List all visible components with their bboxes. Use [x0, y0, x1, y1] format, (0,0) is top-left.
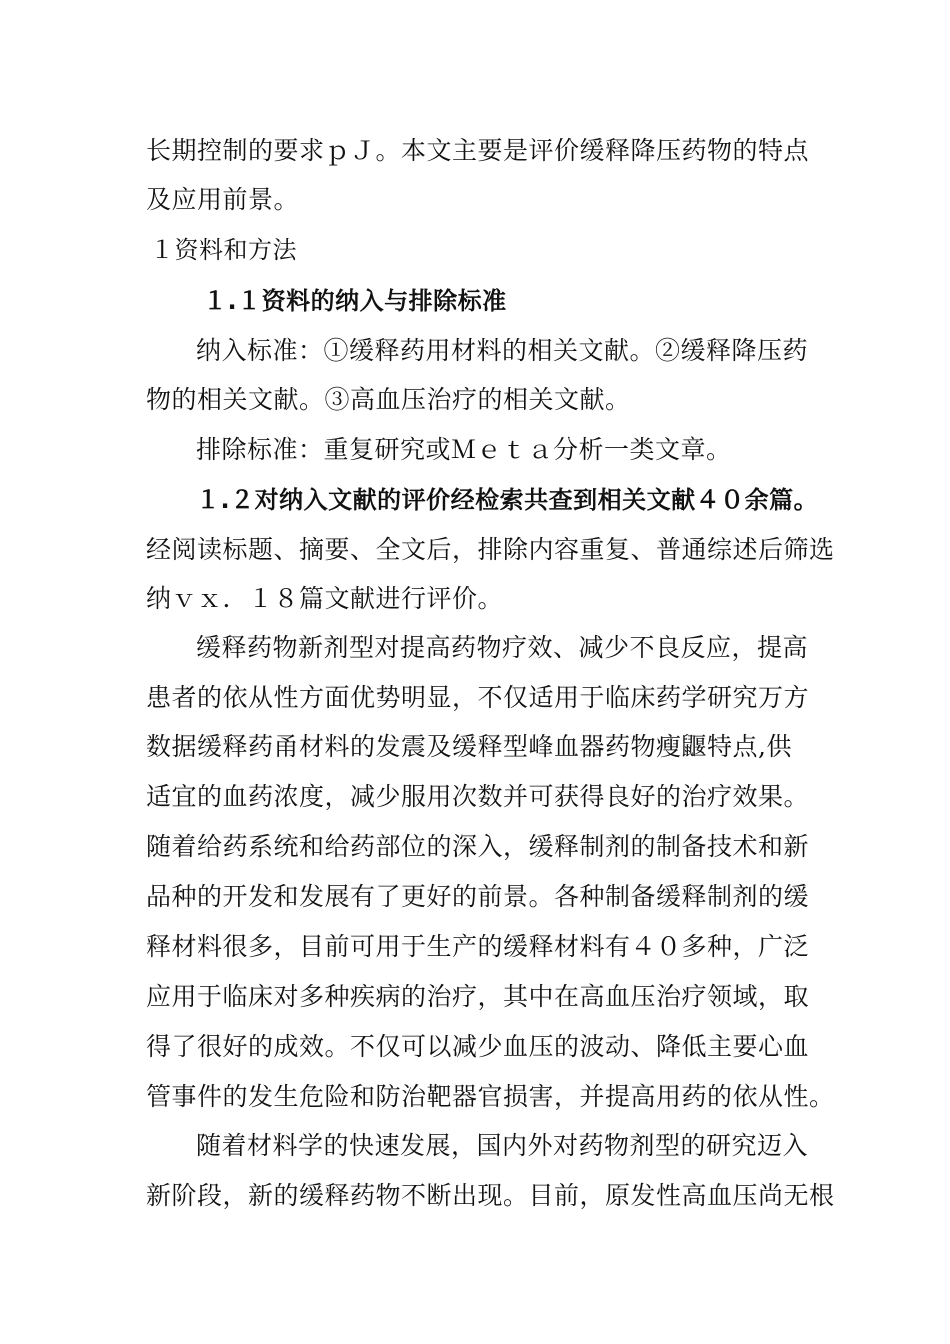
paragraph-line: 随着给药系统和给药部位的深入，缓释制剂的制备技术和新: [146, 832, 810, 861]
paragraph-line: 管事件的发生危险和防治靶器官损害，并提高用药的依从性。: [146, 1082, 835, 1111]
paragraph-line: 新阶段，新的缓释药物不断出现。目前，原发性高血压尚无根: [146, 1181, 835, 1210]
exclusion-line: 排除标准：重复研究或Ｍｅｔａ分析一类文章。: [196, 435, 732, 464]
inclusion-line-1: 纳入标准：①缓释药用材料的相关文献。②缓释降压药: [196, 336, 809, 365]
paragraph-line: 缓释药物新剂型对提高药物疗效、减少不良反应，提高: [196, 633, 809, 662]
paragraph-line: 适宜的血药浓度，减少服用次数并可获得良好的治疗效果。: [146, 782, 810, 811]
inclusion-line-2: 物的相关文献。③高血压治疗的相关文献。: [146, 385, 631, 414]
section-heading: １资料和方法: [150, 236, 297, 264]
paragraph-line: 随着材料学的快速发展，国内外对药物剂型的研究迈入: [196, 1131, 809, 1160]
intro-line-1: 长期控制的要求ｐＪ。本文主要是评价缓释降压药物的特点: [146, 136, 810, 165]
paragraph-line: 纳ｖｘ．１８篇文献进行评价。: [146, 584, 504, 613]
paragraph-line: 经阅读标题、摘要、全文后，排除内容重复、普通综述后筛选: [146, 535, 835, 564]
subsection-heading: １.１资料的纳入与排除标准: [203, 287, 507, 315]
paragraph-line: 释材料很多，目前可用于生产的缓释材料有４０多种，广泛: [146, 932, 810, 961]
paragraph-line: 应用于临床对多种疾病的治疗，其中在高血压治疗领域，取: [146, 982, 810, 1011]
paragraph-line: 品种的开发和发展有了更好的前景。各种制备缓释制剂的缓: [146, 882, 810, 911]
paragraph-line: 得了很好的成效。不仅可以减少血压的波动、降低主要心血: [146, 1032, 810, 1061]
paragraph-line: 患者的依从性方面优势明显，不仅适用于临床药学研究万方: [146, 683, 810, 712]
intro-line-2: 及应用前景。: [146, 185, 300, 214]
subsection-heading-1-2: １.２对纳入文献的评价经检索共查到相关文献４０余篇。: [196, 486, 819, 514]
paragraph-line: 数据缓释药甬材料的发震及缓释型峰血器药物瘦鼴特点,供: [146, 732, 792, 761]
